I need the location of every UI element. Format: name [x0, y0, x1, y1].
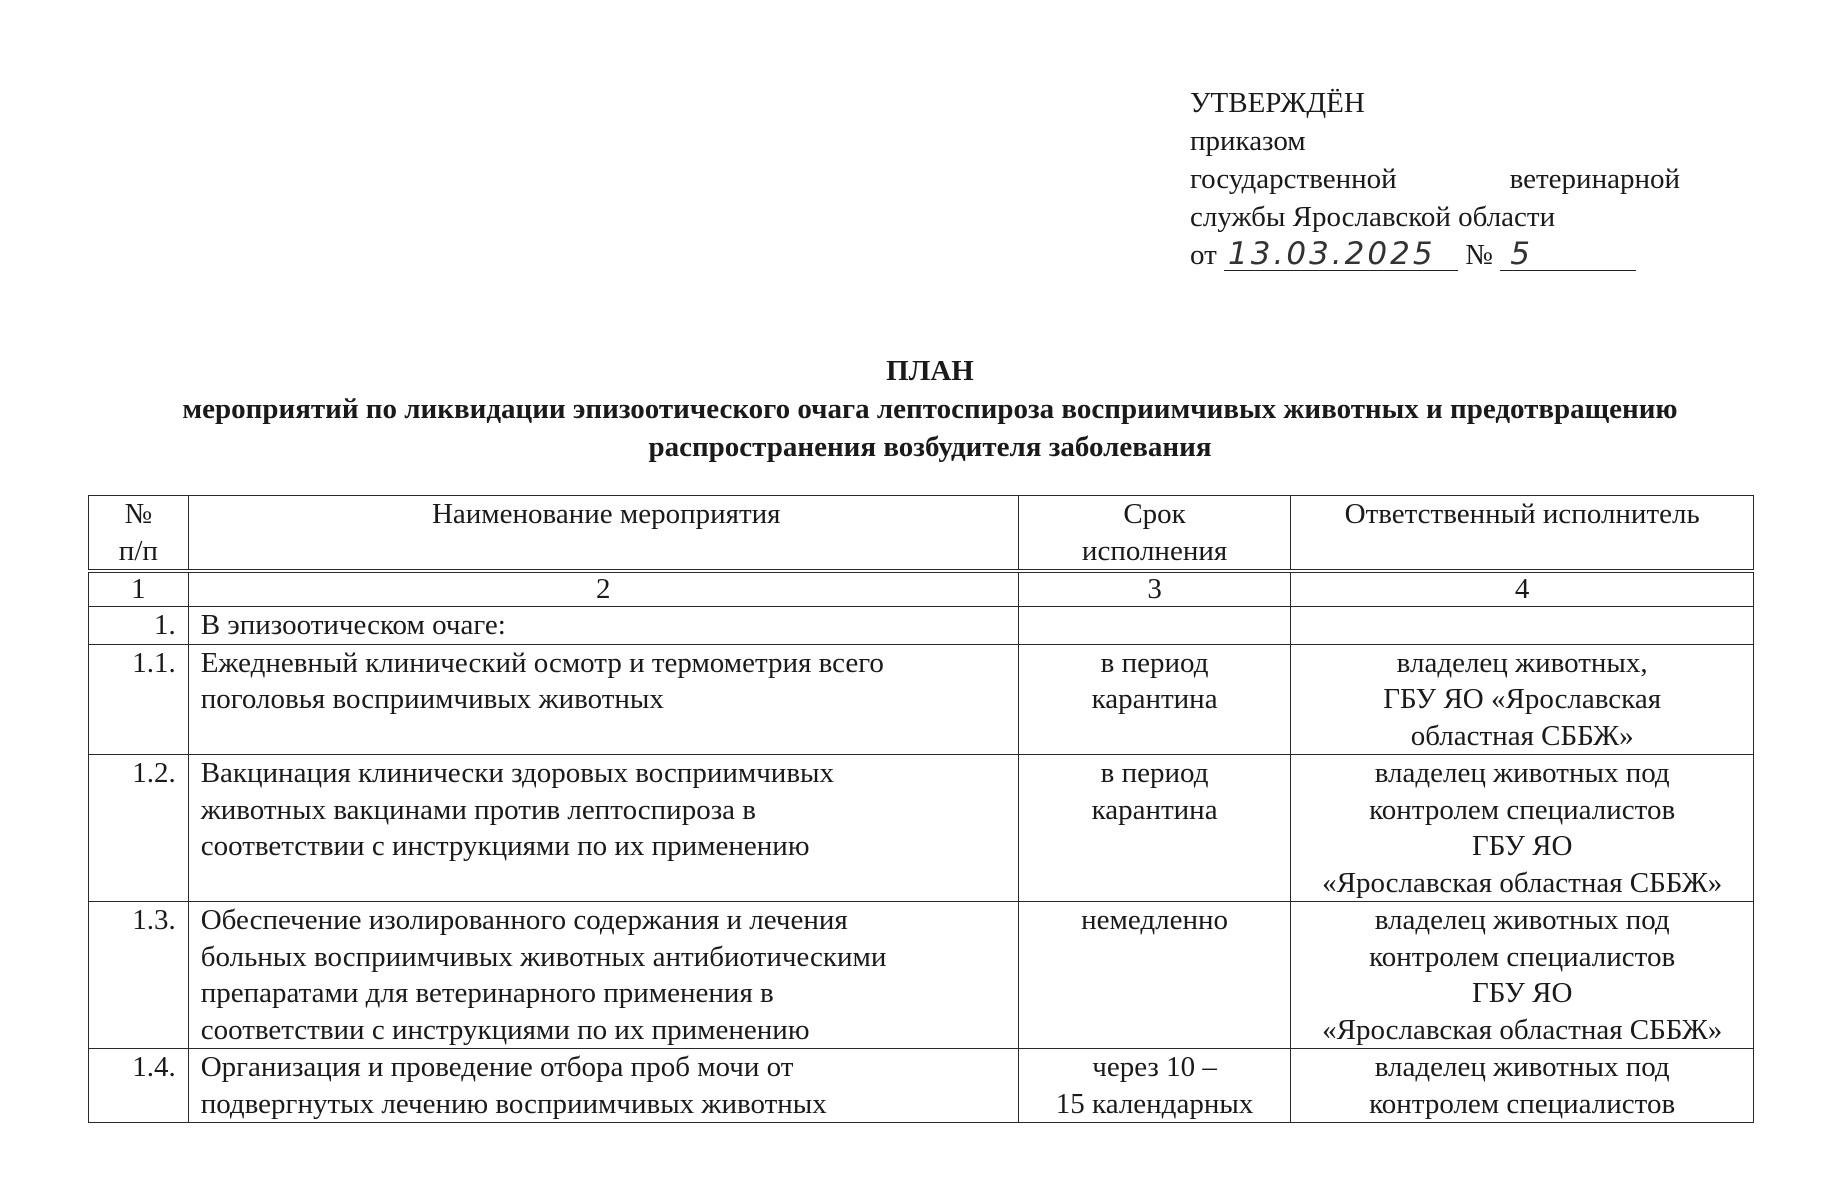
- row-responsible-line: ГБУ ЯО «Ярославская: [1383, 683, 1662, 715]
- title-main: ПЛАН: [886, 355, 974, 387]
- column-number-row: [89, 571, 1754, 607]
- row-responsible-line: «Ярославская областная СББЖ»: [1322, 1013, 1723, 1046]
- row-responsible-line: владелец животных под: [1374, 1051, 1670, 1083]
- approval-word-veterinary: ветеринарной: [1509, 163, 1680, 195]
- row-responsible-line: ГБУ ЯО: [1471, 830, 1573, 862]
- row-deadline-line: через 10 –: [1092, 1051, 1217, 1083]
- header-deadline-line1: Срок: [1123, 498, 1186, 530]
- column-number-2: 2: [188, 571, 1018, 607]
- row-responsible-line: контролем специалистов: [1369, 793, 1676, 826]
- row-name-line: В эпизоотическом очаге:: [200, 609, 506, 641]
- row-name-line: больных восприимчивых животных антибиотическими: [200, 940, 887, 973]
- row-responsible: [1291, 1049, 1754, 1123]
- header-num: [89, 496, 189, 572]
- table-row: [89, 755, 1754, 902]
- row-name-line: поголовья восприимчивых животных: [200, 683, 664, 715]
- row-name-line: Ежедневный клинический осмотр и термометрия всего: [200, 646, 884, 679]
- column-number-3: 3: [1018, 571, 1291, 607]
- row-deadline-line: в период: [1100, 646, 1209, 679]
- header-responsible: [1291, 496, 1754, 572]
- row-name: [188, 1049, 1018, 1123]
- row-responsible: [1291, 902, 1754, 1049]
- row-deadline-line: немедленно: [1081, 904, 1228, 936]
- plan-table: [88, 495, 1754, 1123]
- row-number: 1.1.: [89, 644, 189, 755]
- header-name: [188, 496, 1018, 572]
- row-deadline: [1018, 607, 1291, 645]
- row-name-line: соответствии с инструкциями по их применению: [200, 1013, 810, 1046]
- row-responsible-line: областная СББЖ»: [1410, 719, 1634, 752]
- table-header-row: [89, 496, 1754, 572]
- row-responsible-line: владелец животных,: [1396, 646, 1648, 679]
- table-row: [89, 607, 1754, 645]
- row-deadline-line: карантина: [1091, 793, 1218, 826]
- row-deadline: [1018, 902, 1291, 1049]
- approval-line-region: службы Ярославской области: [1190, 201, 1556, 233]
- row-name-line: Вакцинация клинически здоровых восприимчивых: [200, 757, 835, 789]
- title-sub-line1: мероприятий по ликвидации эпизоотического очага лептоспироза восприимчивых животных и предотвращению: [182, 393, 1678, 425]
- approval-block: [1190, 84, 1680, 274]
- row-responsible-line: контролем специалистов: [1369, 940, 1676, 973]
- approval-date-line: [1190, 236, 1680, 274]
- row-deadline-line: карантина: [1091, 683, 1218, 715]
- row-deadline: [1018, 1049, 1291, 1123]
- row-name: [188, 902, 1018, 1049]
- header-num-line2: п/п: [118, 534, 158, 567]
- approval-heading: УТВЕРЖДЁН: [1190, 87, 1365, 119]
- row-name: [188, 755, 1018, 902]
- approval-word-state: государственной: [1190, 163, 1397, 195]
- row-name-line: соответствии с инструкциями по их применению: [200, 830, 810, 862]
- table-row: [89, 1049, 1754, 1123]
- row-number: 1.: [89, 607, 189, 645]
- row-responsible-line: контролем специалистов: [1369, 1087, 1676, 1120]
- approval-line-service: [1190, 160, 1680, 198]
- row-responsible: [1291, 755, 1754, 902]
- order-number: 5: [1510, 236, 1533, 272]
- row-name-line: Организация и проведение отбора проб мочи от: [200, 1051, 794, 1083]
- table-row: [89, 902, 1754, 1049]
- row-responsible-line: владелец животных под: [1374, 904, 1670, 936]
- header-deadline-line2: исполнения: [1081, 534, 1228, 567]
- column-number-1: 1: [89, 571, 189, 607]
- order-date: 13.03.2025: [1228, 236, 1436, 272]
- row-name: [188, 607, 1018, 645]
- row-responsible-line: «Ярославская областная СББЖ»: [1322, 866, 1723, 899]
- document-title: [80, 352, 1780, 466]
- row-responsible-line: ГБУ ЯО: [1471, 977, 1573, 1009]
- row-deadline-line: 15 календарных: [1055, 1087, 1254, 1120]
- row-responsible: [1291, 644, 1754, 755]
- row-name-line: подвергнутых лечению восприимчивых животных: [200, 1087, 827, 1120]
- row-deadline: [1018, 755, 1291, 902]
- header-deadline: [1018, 496, 1291, 572]
- row-responsible-line: владелец животных под: [1374, 757, 1670, 789]
- row-deadline-line: в период: [1100, 757, 1209, 789]
- header-responsible-line1: Ответственный исполнитель: [1344, 498, 1700, 530]
- title-sub-line2: распространения возбудителя заболевания: [648, 431, 1212, 463]
- from-label: от: [1190, 239, 1217, 271]
- header-name-line1: Наименование мероприятия: [431, 498, 781, 530]
- row-responsible: [1291, 607, 1754, 645]
- header-num-line1: №: [124, 498, 153, 530]
- row-name-line: Обеспечение изолированного содержания и лечения: [200, 904, 848, 936]
- row-deadline: [1018, 644, 1291, 755]
- row-name: [188, 644, 1018, 755]
- row-name-line: животных вакцинами против лептоспироза в: [200, 793, 756, 826]
- row-number: 1.2.: [89, 755, 189, 902]
- approval-line-order: приказом: [1190, 125, 1306, 157]
- row-name-line: препаратами для ветеринарного применения в: [200, 977, 774, 1009]
- row-number: 1.3.: [89, 902, 189, 1049]
- table-row: [89, 644, 1754, 755]
- column-number-4: 4: [1291, 571, 1754, 607]
- row-number: 1.4.: [89, 1049, 189, 1123]
- number-label: №: [1465, 239, 1493, 271]
